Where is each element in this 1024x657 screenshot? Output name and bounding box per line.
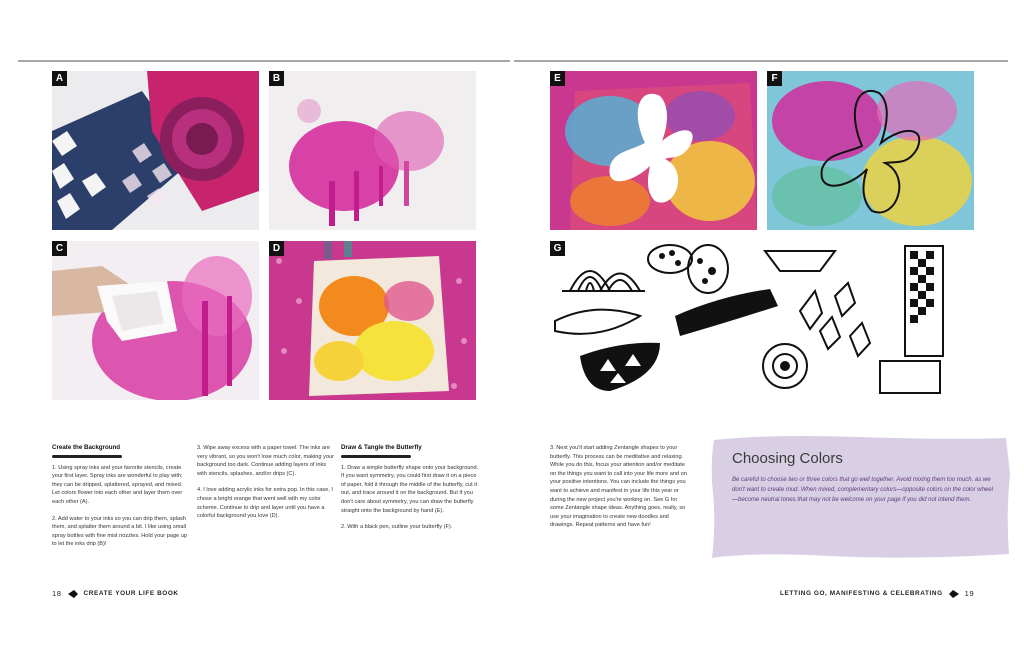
photo-g [550, 241, 974, 400]
step-3-background: 3. Wipe away excess with a paper towel. The inks are very vibrant, so you won't lose much color, making your background too dark. Continue adding layers of inks with stencils, splashes, and/or drips (C). [197, 445, 334, 477]
photo-d [269, 241, 476, 400]
label-d: D [269, 241, 284, 256]
sidebar-body: Be careful to choose two or three colors that go well together. Avoid mixing them too much, as we don't want to create mud. When mixed, complementary colors—opposite colors on the color wheel—become neutral tones that may not be welcome on your page if you did not intend them. [732, 477, 993, 503]
heart-icon-right [949, 590, 959, 598]
heading-draw-tangle: Draw & Tangle the Butterfly [341, 444, 422, 451]
step-2-background: 2. Add water to your inks so you can drip them, splash them, and splatter them around a bit. I like using small spray bottles with fine mist nozzles. Hold your page up to let the inks drip (B)! [52, 515, 187, 548]
chapter-title: LETTING GO, MANIFESTING & CELEBRATING [780, 590, 943, 597]
top-rule-left [18, 60, 510, 62]
label-f: F [767, 71, 782, 86]
book-title: CREATE YOUR LIFE BOOK [83, 590, 179, 597]
heading-underline-2 [341, 455, 411, 458]
photo-f [767, 71, 974, 230]
label-e: E [550, 71, 565, 86]
photo-a [52, 71, 259, 230]
sidebar-choosing-colors [732, 450, 994, 505]
footer-left [52, 589, 179, 598]
label-b: B [269, 71, 284, 86]
step-2-butterfly: 2. With a black pen, outline your butterfly (F). [341, 524, 453, 531]
text-column-3 [341, 444, 479, 540]
step-1-butterfly: 1. Draw a simple butterfly shape onto your background. If you want symmetry, you could first draw it on a piece of paper, fold it through the middle of the butterfly, cut it out, and trace around it on the background. But if you don't care about symmetry, you can draw the butterfly straight onto the background by hand (E). [341, 464, 479, 514]
top-rule-right [514, 60, 1008, 62]
footer-right [780, 589, 974, 598]
text-column-1 [52, 444, 190, 557]
heading-underline [52, 455, 122, 458]
text-column-4 [550, 444, 690, 538]
page-number-right: 19 [964, 589, 975, 598]
sidebar-title: Choosing Colors [732, 450, 843, 467]
heart-icon [68, 590, 78, 598]
step-3-butterfly: 3. Next you'll start adding Zentangle shapes to your butterfly. This process can be meditative and relaxing. While you do this, focus your attention and/or meditate on the things you want to call into your life more and on your positive intentions. You can include the things you want to achieve and manifest in your life this year or during the new project you're working on. See G for some Zentangle shape ideas. Anything goes, really, so use your imagination to create new doodles and drawings. Repeat patterns and have fun! [550, 445, 687, 529]
photo-e [550, 71, 757, 230]
step-1-background: 1. Using spray inks and your favorite stencils, create your first layer. Spray inks are wonderful to play with; they can be dripped, splattered, sprayed, and mixed. Let colors flower into each other and layer them over each other (A). [52, 464, 183, 505]
page-number-left: 18 [52, 589, 62, 598]
photo-b [269, 71, 476, 230]
photo-c [52, 241, 259, 400]
text-column-2 [197, 444, 335, 529]
label-a: A [52, 71, 67, 86]
label-g: G [550, 241, 565, 256]
step-4-background: 4. I love adding acrylic inks for extra pop. In this case, I chose a bright orange that went well with my color scheme. Continue to drip and layer until you have a colorful background you love (D). [197, 487, 333, 520]
heading-create-background: Create the Background [52, 444, 121, 451]
label-c: C [52, 241, 67, 256]
